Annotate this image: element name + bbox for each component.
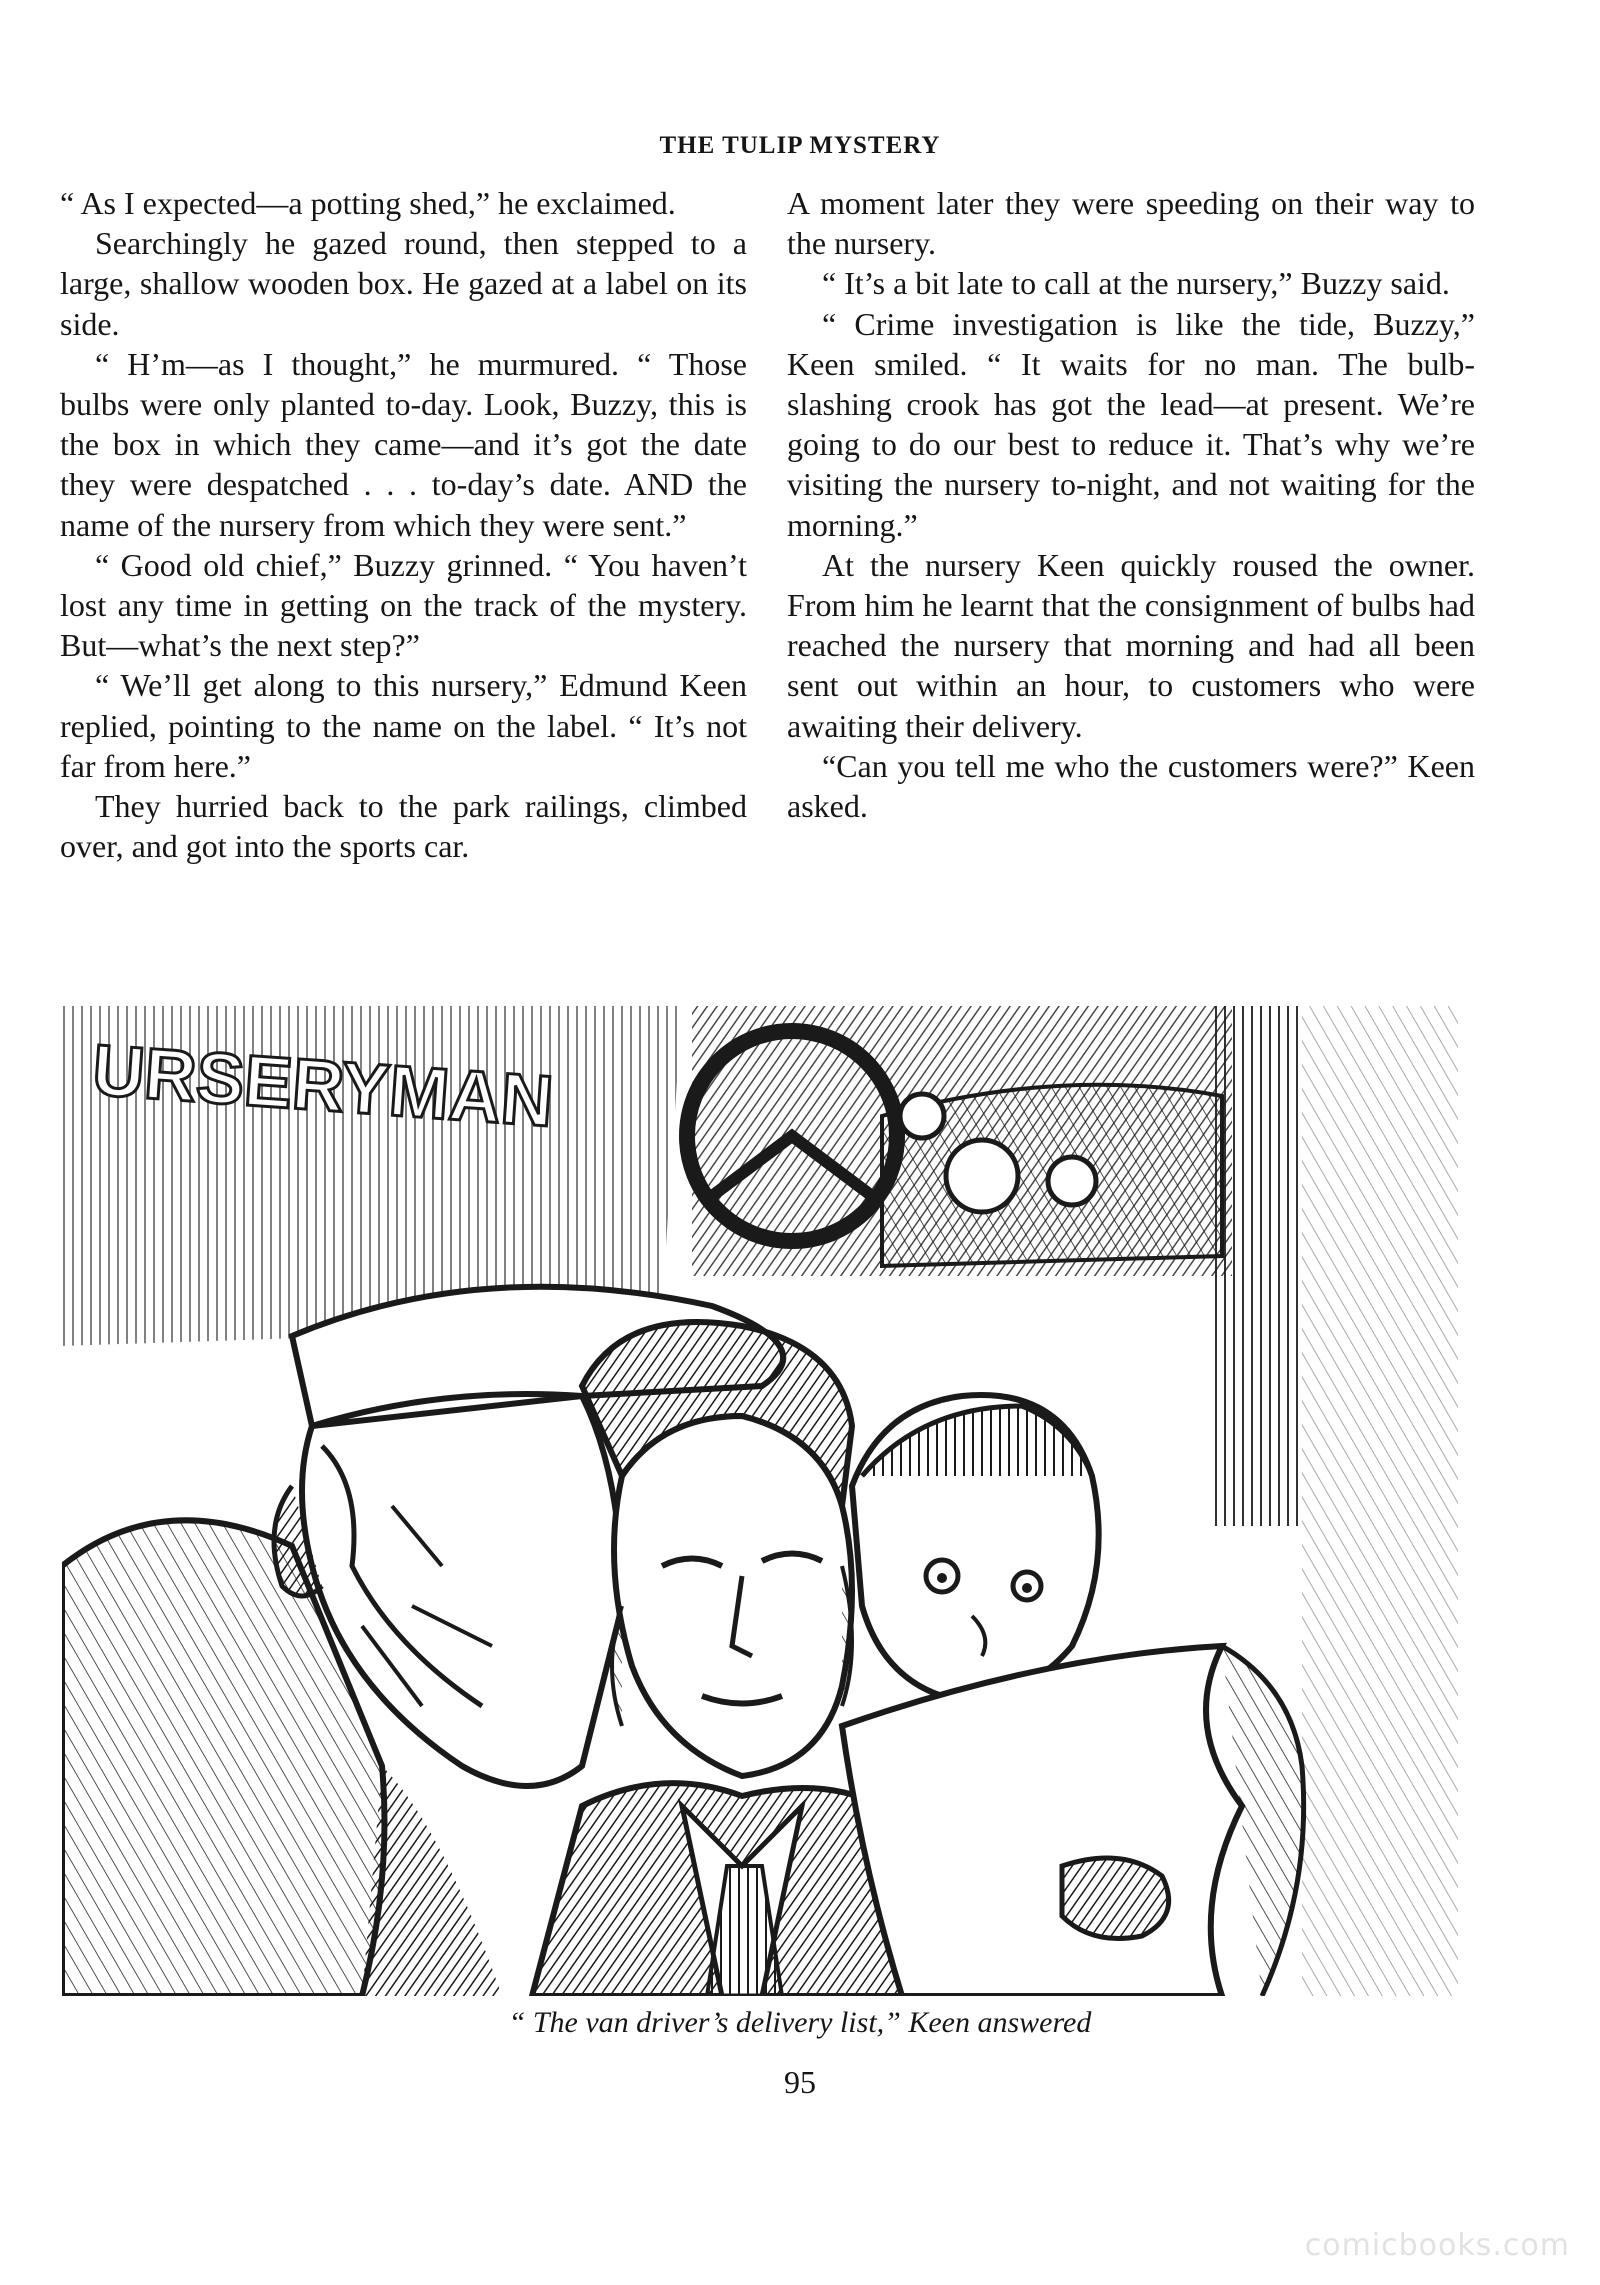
running-head: THE TULIP MYSTERY [659,132,941,159]
paragraph: At the nursery Keen quickly roused the owner. From him he learnt that the consignment of bulbs had reached the nursery that morning and had all been sent out within an hour, to customers who were awaiting their delivery. [787,546,1475,744]
paragraph: “Can you tell me who the customers were?” Keen asked. [787,747,1475,825]
illustration-caption: “ The van driver’s delivery list,” Keen answered [508,2006,1092,2039]
watermark: comicbooks.com [1304,2228,1570,2263]
paragraph: A moment later they were speeding on their way to the nursery. [787,185,1475,262]
paragraph: “ As I expected—a potting shed,” he exclaimed. [60,185,676,221]
illustration-drawing [62,1006,1458,1996]
left-column [60,183,747,866]
right-column [787,183,1475,826]
paragraph: “ H’m—as I thought,” he murmured. “ Those bulbs were only planted to-day. Look, Buzzy, this is the box in which they came—and it’s got the date they were despatched . . . to-day’s date. AND the name of the nursery from which they were sent.” [60,345,747,543]
van-sign-text: URSERYMAN [89,1030,556,1143]
page-number: 95 [784,2064,816,2100]
paragraph: Searchingly he gazed round, then stepped to a large, shallow wooden box. He gazed at a label on its side. [60,225,747,342]
paragraph: “ It’s a bit late to call at the nursery,” Buzzy said. [822,265,1450,302]
paragraph: “ Crime investigation is like the tide, Buzzy,” Keen smiled. “ It waits for no man. The bulb-slashing crook has got the lead—at present. We’re going to do our best to reduce it. That’s why we’re visiting the nursery to-night, and not waiting for the morning.” [787,305,1475,543]
paragraph: “ Good old chief,” Buzzy grinned. “ You haven’t lost any time in getting on the track of the mystery. But—what’s the next step?” [60,546,747,664]
paragraph: They hurried back to the park railings, climbed over, and got into the sports car. [60,788,747,865]
paragraph: “ We’ll get along to this nursery,” Edmund Keen replied, pointing to the name on the label. “ It’s not far from here.” [60,667,747,784]
illustration [62,1006,1458,1996]
